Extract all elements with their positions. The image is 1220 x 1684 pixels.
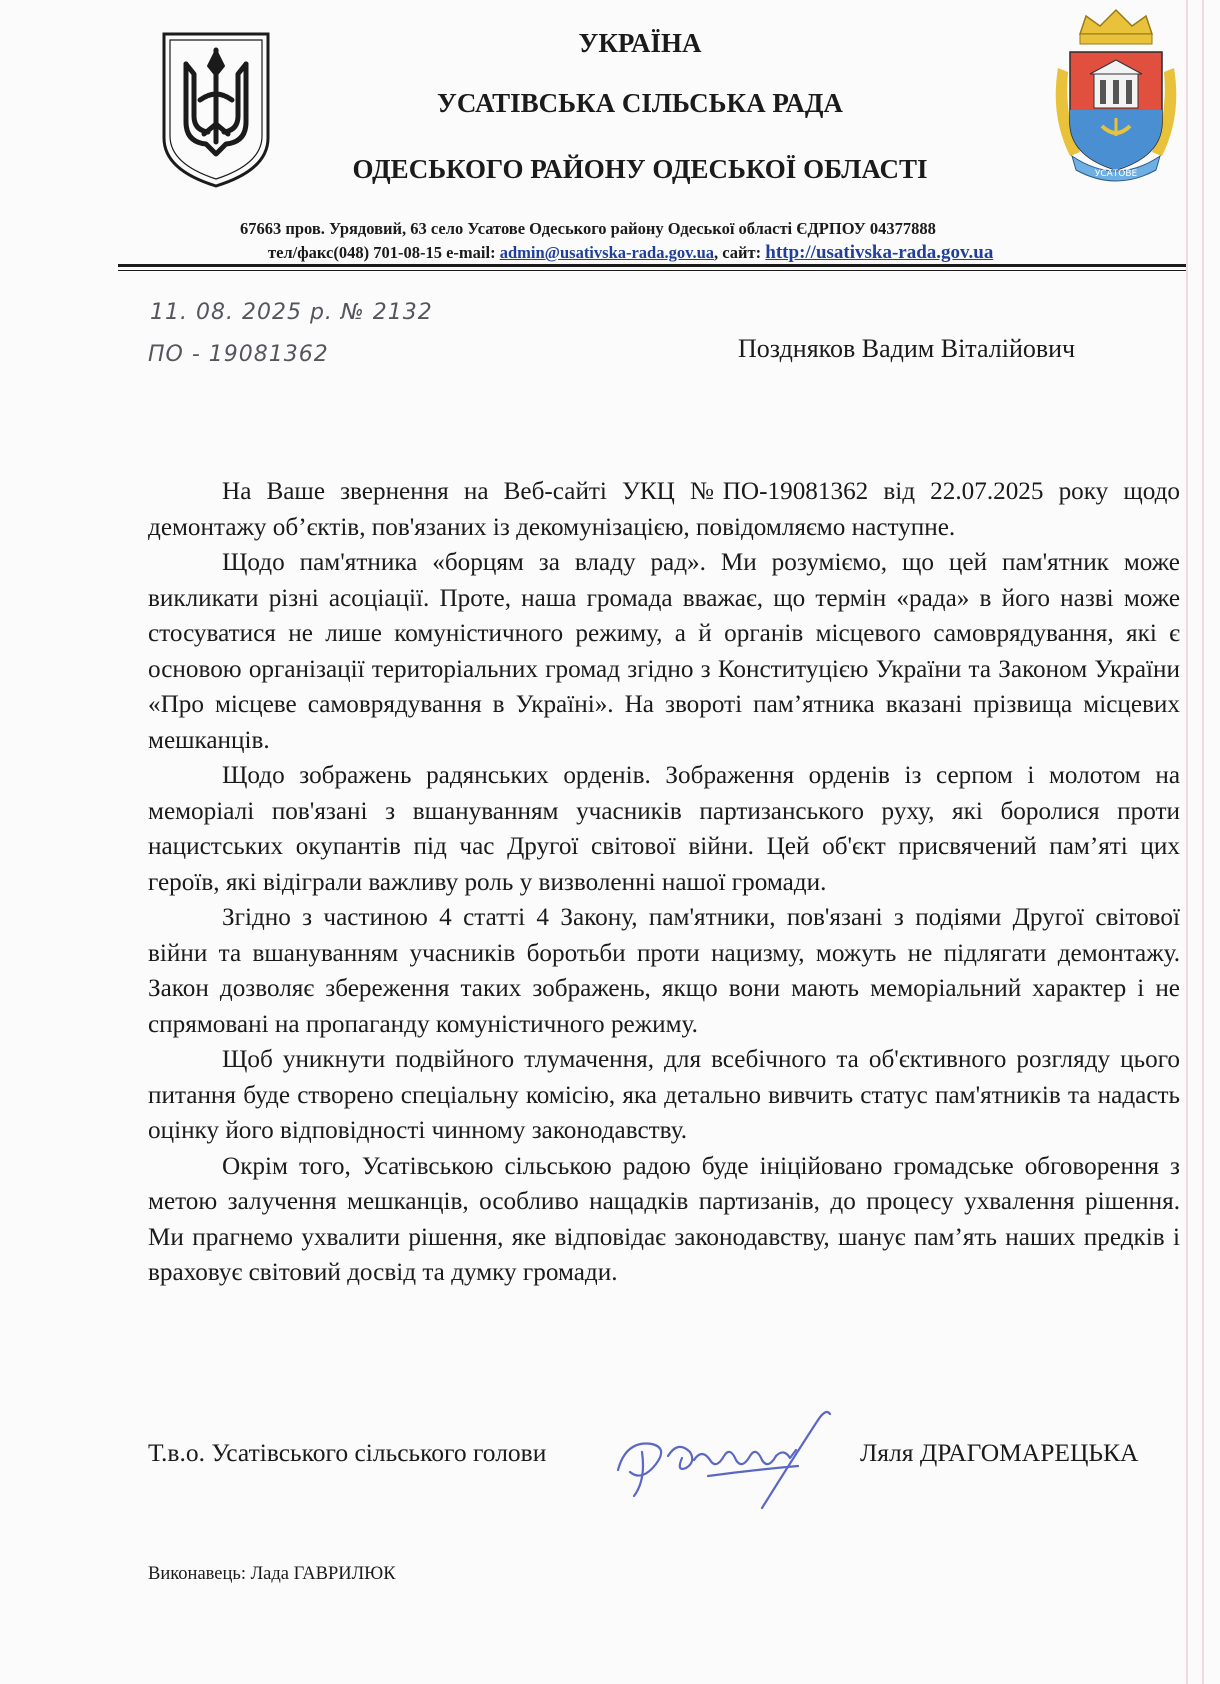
appeal-reference: ПО - 19081362 <box>148 342 329 367</box>
header-divider-thin <box>118 270 1186 271</box>
header-country: УКРАЇНА <box>578 28 702 58</box>
address-line: 67663 пров. Урядовий, 63 село Усатове Одеського району Одеської області ЄДРПОУ 04377888 <box>240 219 936 238</box>
body-paragraph: Окрім того, Усатівською сільською радою буде ініційовано громадське обговорення з метою залучення мешканців, особливо нащадків партизанів, до процесу ухвалення рішення. Ми прагнемо ухвалити рішення, яке відповідає законодавству, шанує пам’ять наших предків і враховує світовий досвід та думку громади. <box>148 1152 1180 1286</box>
body-paragraph: Згідно з частиною 4 статті 4 Закону, пам'ятники, пов'язані з подіями Другої світової війни та вшануванням учасників боротьби проти нацизму, можуть не підлягати демонтажу. Закон дозволяє збереження таких зображень, якщо вони мають меморіальний характер і не спрямовані на пропаганду комуністичного режиму. <box>148 904 1180 1038</box>
outgoing-date-number: 11. 08. 2025 р. № 2132 <box>150 300 433 325</box>
letter-body <box>148 474 1180 1291</box>
site-label: , сайт: <box>714 243 766 262</box>
body-paragraph: На Ваше звернення на Веб-сайті УКЦ №ПО-19081362 від 22.07.2025 року щодо демонтажу об’єктів, пов'язаних із декомунізацією, повідомляємо наступне. <box>148 478 1180 541</box>
header-divider <box>118 264 1186 267</box>
website-link[interactable]: http://usativska-rada.gov.ua <box>765 242 994 263</box>
coat-of-arms-ribbon-text: УСАТОВЕ <box>1094 169 1138 179</box>
page-edge-line <box>1186 0 1188 1684</box>
phone-text: тел/факс(048) 701-08-15 e-mail: <box>268 243 500 262</box>
executor: Виконавець: Лада ГАВРИЛЮК <box>148 1564 396 1584</box>
trident-coat-of-arms-icon <box>160 30 272 190</box>
usatove-coat-of-arms-icon <box>1050 6 1182 186</box>
email-link[interactable]: admin@usativska-rada.gov.ua <box>499 243 715 262</box>
addressee: Поздняков Вадим Віталійович <box>738 334 1076 363</box>
body-paragraph: Щодо зображень радянських орденів. Зображення орденів із серпом і молотом на меморіалі пов'язані з вшануванням учасників партизанського руху, які боролися проти нацистських окупантів під час Другої світової війни. Цей об'єкт присвячений пам’яті цих героїв, які відіграли важливу роль у визволенні нашої громади. <box>148 762 1180 896</box>
contact-line <box>268 242 993 264</box>
header-council: УСАТІВСЬКА СІЛЬСЬКА РАДА <box>437 88 843 118</box>
signatory-name: Ляля ДРАГОМАРЕЦЬКА <box>860 1438 1139 1467</box>
page-edge-line <box>1202 0 1204 1684</box>
body-paragraph: Щодо пам'ятника «борцям за владу рад». Ми розуміємо, що цей пам'ятник може викликати різні асоціації. Проте, наша громада вважає, що термін «рада» в його назві може стосуватися не лише комуністичного режиму, а й органів місцевого самоврядування, які є основою організації територіальних громад згідно з Конституцією України та Законом України «Про місцеве самоврядування в Україні». На звороті пам’ятника вказані прізвища місцевих мешканців. <box>148 549 1180 754</box>
body-paragraph: Щоб уникнути подвійного тлумачення, для всебічного та об'єктивного розгляду цього питання буде створено спеціальну комісію, яка детально вивчить статус пам'ятників та надасть оцінку його відповідності чинному законодавству. <box>148 1046 1180 1144</box>
signatory-position: Т.в.о. Усатівського сільського голови <box>148 1438 547 1467</box>
handwritten-signature-icon <box>612 1400 852 1516</box>
header-district: ОДЕСЬКОГО РАЙОНУ ОДЕСЬКОЇ ОБЛАСТІ <box>352 154 928 184</box>
